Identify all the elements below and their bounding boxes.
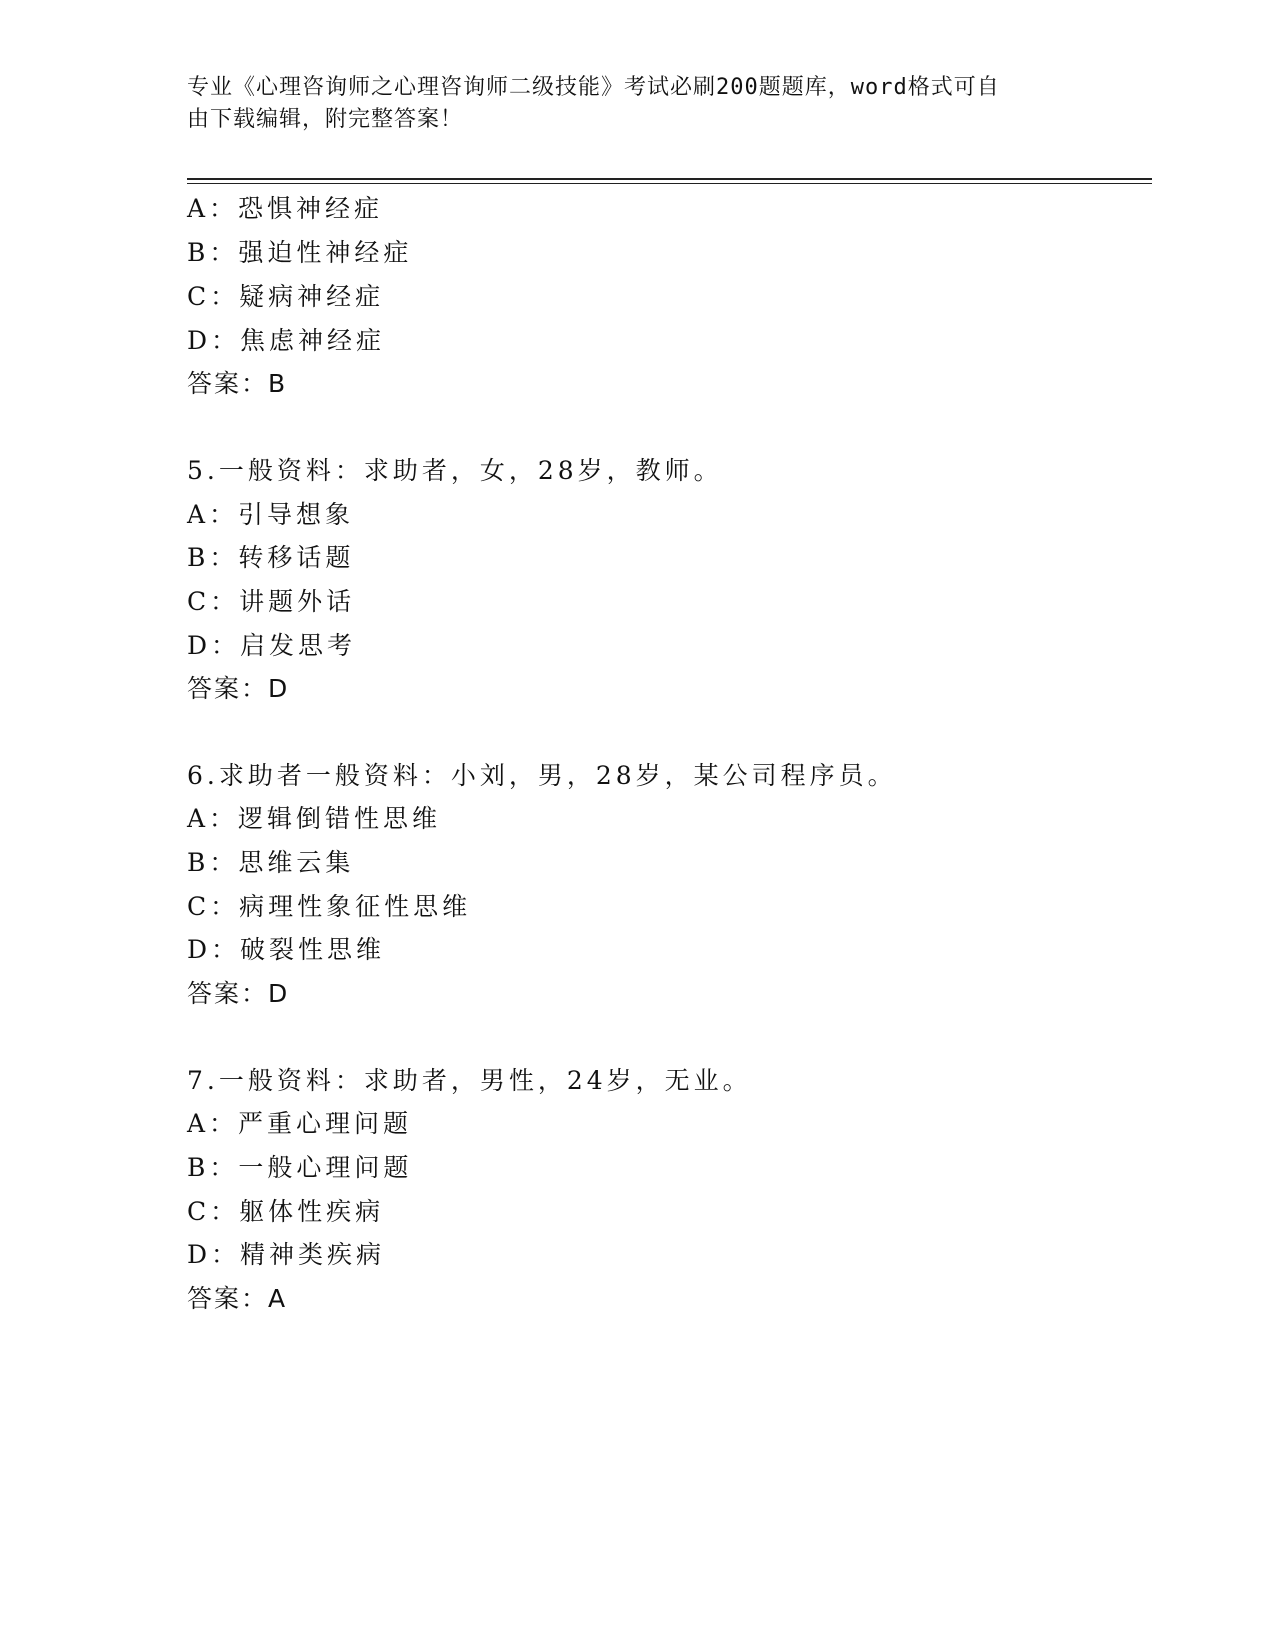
q5-stem: 5.一般资料：求助者，女，28岁，教师。 [187,456,723,485]
q6-option-c: C：病理性象征性思维 [187,892,472,921]
header-line-2: 由下载编辑，附完整答案！ [187,107,464,132]
header-rule-thin [187,183,1152,184]
q6-option-d: D：破裂性思维 [187,935,386,964]
q5-option-b: B：转移话题 [187,543,355,572]
document-header [187,72,1067,136]
q5-option-d: D：启发思考 [187,631,357,660]
q6-option-b: B：思维云集 [187,848,355,877]
q7-stem: 7.一般资料：求助者，男性，24岁，无业。 [187,1066,752,1095]
q7-answer: 答案：A [187,1284,288,1313]
header-rule-thick [187,178,1152,180]
q5-option-a: A：引导想象 [187,500,355,529]
q7-option-d: D：精神类疾病 [187,1240,386,1269]
q4-option-c: C：疑病神经症 [187,282,385,311]
q4-answer: 答案：B [187,369,288,398]
q7-option-c: C：躯体性疾病 [187,1197,385,1226]
q4-option-b: B：强迫性神经症 [187,238,413,267]
q5-option-c: C：讲题外话 [187,587,356,616]
q7-option-b: B：一般心理问题 [187,1153,413,1182]
q6-stem: 6.求助者一般资料：小刘，男，28岁，某公司程序员。 [187,761,897,790]
q7-option-a: A：严重心理问题 [187,1109,413,1138]
q4-option-d: D：焦虑神经症 [187,326,386,355]
q5-answer: 答案：D [187,674,290,703]
q4-option-a: A：恐惧神经症 [187,194,384,223]
q6-answer: 答案：D [187,979,290,1008]
q6-option-a: A：逻辑倒错性思维 [187,804,442,833]
header-line-1: 专业《心理咨询师之心理咨询师二级技能》考试必刷200题题库，word格式可自 [187,75,1000,100]
